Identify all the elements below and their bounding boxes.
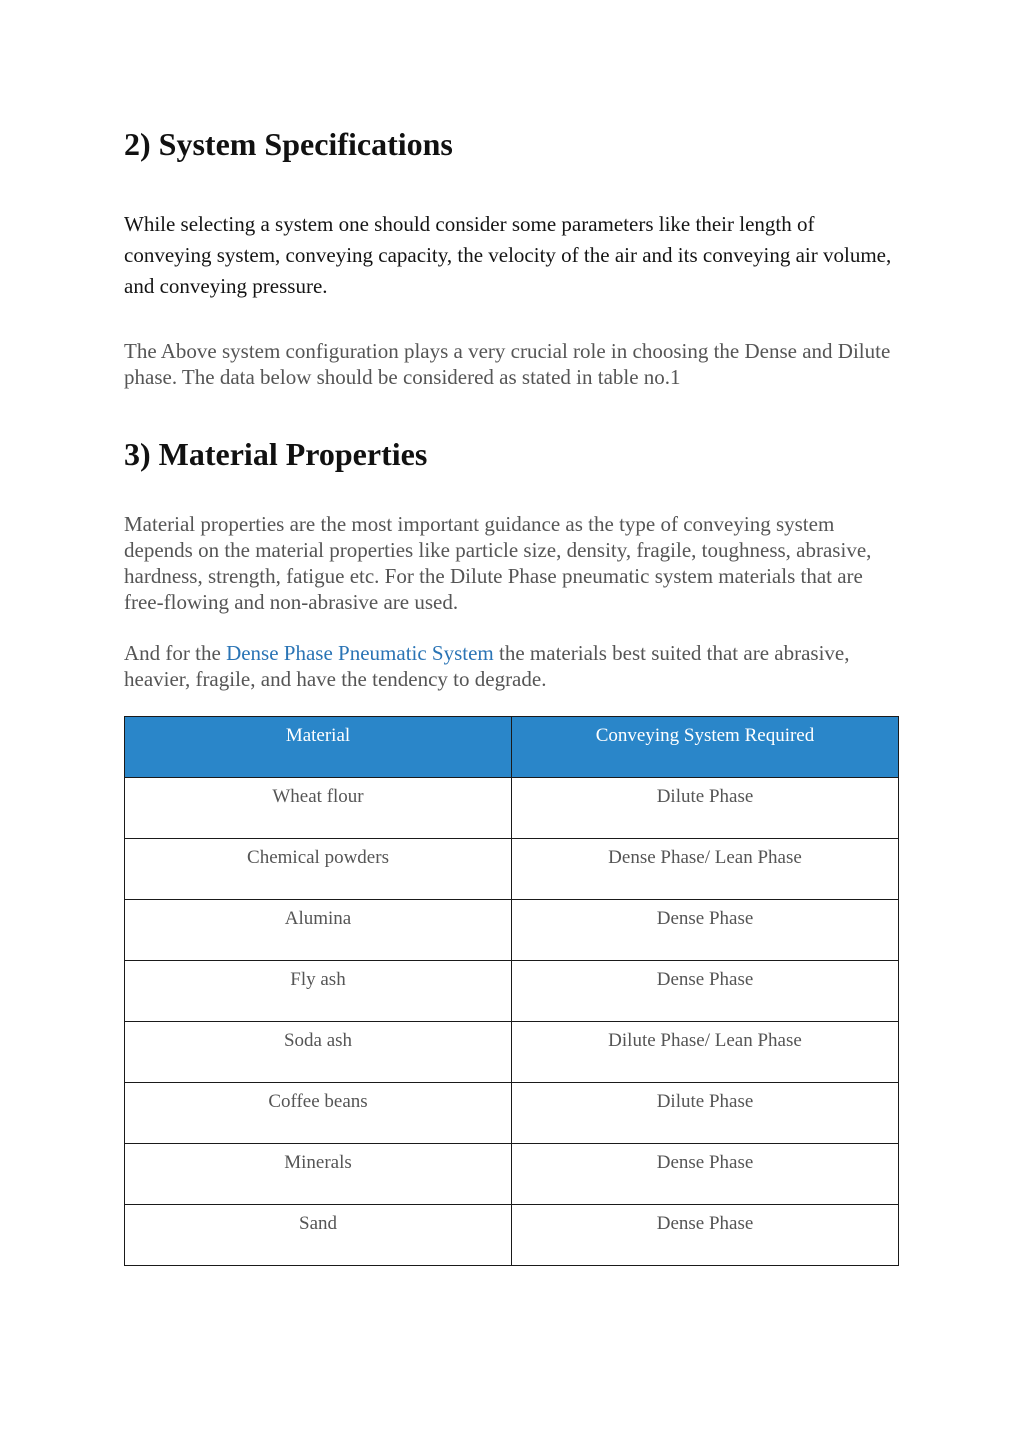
conveying-system-cell: Dense Phase xyxy=(512,961,899,1022)
material-cell: Fly ash xyxy=(125,961,512,1022)
column-header-conveying-system: Conveying System Required xyxy=(512,717,899,778)
section-heading-material-properties: 3) Material Properties xyxy=(124,436,428,472)
table-row xyxy=(125,961,899,1022)
system-configuration-note: The Above system configuration plays a very crucial role in choosing the Dense and Dilute phase. The data below should be considered as stated in table no.1 xyxy=(124,339,891,389)
conveying-system-cell: Dense Phase xyxy=(512,900,899,961)
material-cell: Alumina xyxy=(125,900,512,961)
conveying-system-cell: Dilute Phase xyxy=(512,1083,899,1144)
conveying-system-cell: Dense Phase xyxy=(512,1205,899,1266)
material-cell: Soda ash xyxy=(125,1022,512,1083)
dense-phase-pneumatic-system-link[interactable]: Dense Phase Pneumatic System xyxy=(226,641,494,665)
dense-phase-paragraph xyxy=(124,640,900,692)
column-header-material: Material xyxy=(125,717,512,778)
dense-phase-suffix: the materials best suited that are abrasive, heavier, fragile, and have the tendency to degrade. xyxy=(124,641,850,691)
dense-phase-prefix: And for the xyxy=(124,641,227,665)
table-row xyxy=(125,1022,899,1083)
section-heading-system-specifications: 2) System Specifications xyxy=(124,126,453,162)
material-properties-paragraph: Material properties are the most important guidance as the type of conveying system depends on the material properties like particle size, density, fragile, toughness, abrasive, hardness, strength, fatigue etc. For the Dilute Phase pneumatic system materials that are free-flowing and non-abrasive are used. xyxy=(124,512,872,614)
conveying-system-cell: Dilute Phase/ Lean Phase xyxy=(512,1022,899,1083)
table-row xyxy=(125,1144,899,1205)
material-conveying-table xyxy=(124,716,899,1266)
conveying-system-cell: Dense Phase/ Lean Phase xyxy=(512,839,899,900)
conveying-system-cell: Dense Phase xyxy=(512,1144,899,1205)
material-cell: Chemical powders xyxy=(125,839,512,900)
table-row xyxy=(125,839,899,900)
table-row xyxy=(125,778,899,839)
conveying-system-cell: Dilute Phase xyxy=(512,778,899,839)
table-row xyxy=(125,1205,899,1266)
table-row xyxy=(125,900,899,961)
material-cell: Minerals xyxy=(125,1144,512,1205)
material-cell: Wheat flour xyxy=(125,778,512,839)
material-cell: Sand xyxy=(125,1205,512,1266)
table-row xyxy=(125,1083,899,1144)
system-specifications-paragraph: While selecting a system one should consider some parameters like their length of conveying system, conveying capacity, the velocity of the air and its conveying air volume, and conveying pressure. xyxy=(124,212,892,298)
table-header-row xyxy=(125,717,899,778)
material-cell: Coffee beans xyxy=(125,1083,512,1144)
